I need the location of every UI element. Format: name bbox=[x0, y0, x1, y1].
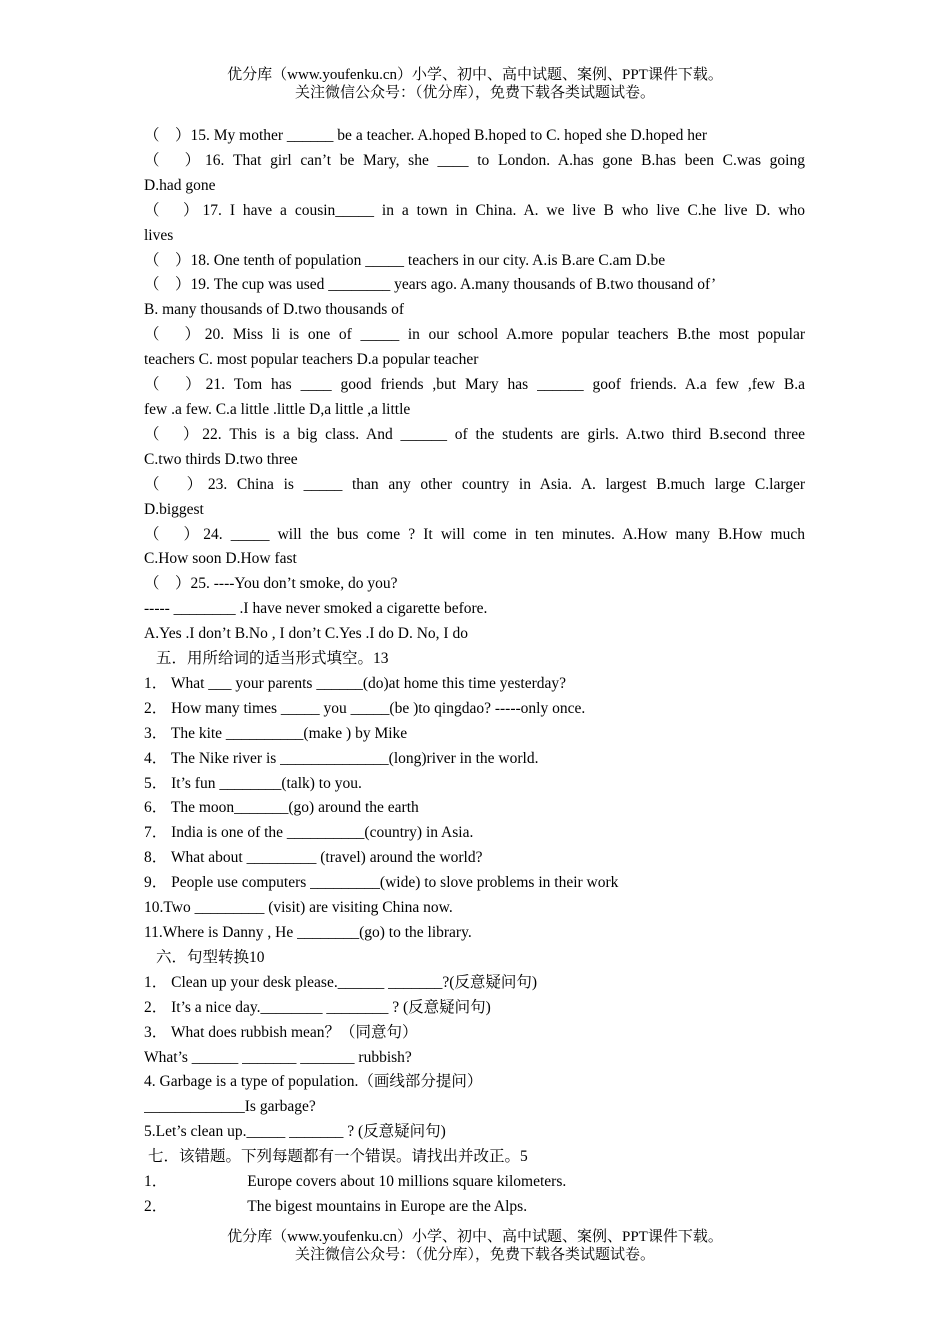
section-7-item-2-number: 2． bbox=[144, 1197, 168, 1215]
section-5-item-1: 1． What ___ your parents ______(do)at home this time yesterday? bbox=[144, 674, 566, 692]
section-5-item-4: 4． The Nike river is ______________(long)river in the world. bbox=[144, 749, 539, 767]
exam-content bbox=[144, 124, 805, 1220]
section-6-item-4-answer: _____________Is garbage? bbox=[144, 1098, 316, 1116]
question-25-line-3: A.Yes .I don’t B.No , I don’t C.Yes .I do D. No, I do bbox=[144, 625, 468, 643]
footer-line-1: 优分库（www.youfenku.cn）小学、初中、高中试题、案例、PPT课件下载。 bbox=[227, 1229, 723, 1245]
section-5-item-9: 9． People use computers _________(wide) to slove problems in their work bbox=[144, 874, 619, 892]
section-5-item-11: 11.Where is Danny , He ________(go) to the library. bbox=[144, 924, 472, 941]
section-6-item-3: 3． What does rubbish mean？（同意句） bbox=[144, 1023, 418, 1041]
section-6-item-2: 2． It’s a nice day.________ ________ ? (反意疑问句) bbox=[144, 998, 491, 1016]
section-5-item-2: 2． How many times _____ you _____(be )to qingdao? -----only once. bbox=[144, 699, 586, 717]
section-5-title: 五．用所给词的适当形式填空。13 bbox=[156, 650, 389, 668]
section-5-item-10: 10.Two _________ (visit) are visiting China now. bbox=[144, 899, 453, 917]
section-7-title: 七．该错题。下列每题都有一个错误。请找出并改正。5 bbox=[148, 1148, 528, 1166]
question-22-line-1: （ ）22. This is a big class. And ______ of the students are girls. A.two third B.second three bbox=[144, 425, 805, 443]
section-6-title: 六．句型转换10 bbox=[156, 948, 265, 966]
section-7-item-1-number: 1． bbox=[144, 1173, 168, 1191]
section-5-item-8: 8． What about _________ (travel) around the world? bbox=[144, 849, 483, 867]
section-7-item-1 bbox=[144, 1170, 805, 1195]
question-23-line-2: D.biggest bbox=[144, 500, 204, 518]
question-24-line-2: C.How soon D.How fast bbox=[144, 550, 297, 568]
question-19-line-1: （ ）19. The cup was used ________ years ago. A.many thousands of B.two thousand of’ bbox=[144, 276, 717, 294]
page-header bbox=[0, 66, 950, 102]
question-21-line-1: （ ）21. Tom has ____ good friends ,but Mary has ______ goof friends. A.a few ,few B.a bbox=[144, 376, 805, 394]
section-5-item-5: 5． It’s fun ________(talk) to you. bbox=[144, 774, 362, 792]
question-18: （ ）18. One tenth of population _____ teachers in our city. A.is B.are C.am D.be bbox=[144, 251, 666, 269]
question-20-line-1: （ ）20. Miss li is one of _____ in our school A.more popular teachers B.the most popular bbox=[144, 326, 805, 344]
header-line-1: 优分库（www.youfenku.cn）小学、初中、高中试题、案例、PPT课件下载。 bbox=[227, 67, 723, 83]
question-25-line-1: （ ）25. ----You don’t smoke, do you? bbox=[144, 575, 398, 593]
section-5-item-7: 7． India is one of the __________(country) in Asia. bbox=[144, 824, 474, 842]
footer-line-2: 关注微信公众号：（优分库），免费下载各类试题试卷。 bbox=[294, 1247, 655, 1263]
section-7-item-1-text: Europe covers about 10 millions square kilometers. bbox=[247, 1173, 567, 1191]
header-line-2: 关注微信公众号：（优分库），免费下载各类试题试卷。 bbox=[294, 85, 655, 101]
section-6-item-5: 5.Let’s clean up._____ _______ ? (反意疑问句) bbox=[144, 1123, 446, 1141]
question-16-line-2: D.had gone bbox=[144, 176, 216, 194]
question-21-line-2: few .a few. C.a little .little D,a little ,a little bbox=[144, 400, 411, 418]
question-17-line-1: （ ）17. I have a cousin_____ in a town in China. A. we live B who live C.he live D. who bbox=[144, 201, 805, 219]
question-16-line-1: （ ）16. That girl can’t be Mary, she ____ to London. A.has gone B.has been C.was going bbox=[144, 151, 805, 169]
section-5-item-3: 3． The kite __________(make ) by Mike bbox=[144, 724, 408, 742]
section-5-item-6: 6． The moon_______(go) around the earth bbox=[144, 799, 419, 817]
question-20-line-2: teachers C. most popular teachers D.a popular teacher bbox=[144, 351, 479, 369]
page-footer bbox=[0, 1228, 950, 1264]
section-6-item-4: 4. Garbage is a type of population.（画线部分提问） bbox=[144, 1073, 483, 1091]
question-22-line-2: C.two thirds D.two three bbox=[144, 450, 298, 468]
question-25-line-2: ----- ________ .I have never smoked a cigarette before. bbox=[144, 600, 488, 618]
question-24-line-1: （ ）24. _____ will the bus come ? It will come in ten minutes. A.How many B.How much bbox=[144, 525, 805, 543]
question-15: （ ）15. My mother ______ be a teacher. A.hoped B.hoped to C. hoped she D.hoped her bbox=[144, 127, 708, 144]
section-6-item-3-answer: What’s ______ _______ _______ rubbish? bbox=[144, 1048, 412, 1066]
question-23-line-1: （ ）23. China is _____ than any other country in Asia. A. largest B.much large C.larger bbox=[144, 475, 805, 493]
section-7-item-2-text: The bigest mountains in Europe are the Alps. bbox=[247, 1197, 528, 1215]
section-7-item-2 bbox=[144, 1195, 805, 1220]
question-19-line-2: B. many thousands of D.two thousands of bbox=[144, 301, 405, 319]
question-17-line-2: lives bbox=[144, 226, 174, 244]
section-6-item-1: 1． Clean up your desk please.______ _______?(反意疑问句) bbox=[144, 973, 538, 991]
